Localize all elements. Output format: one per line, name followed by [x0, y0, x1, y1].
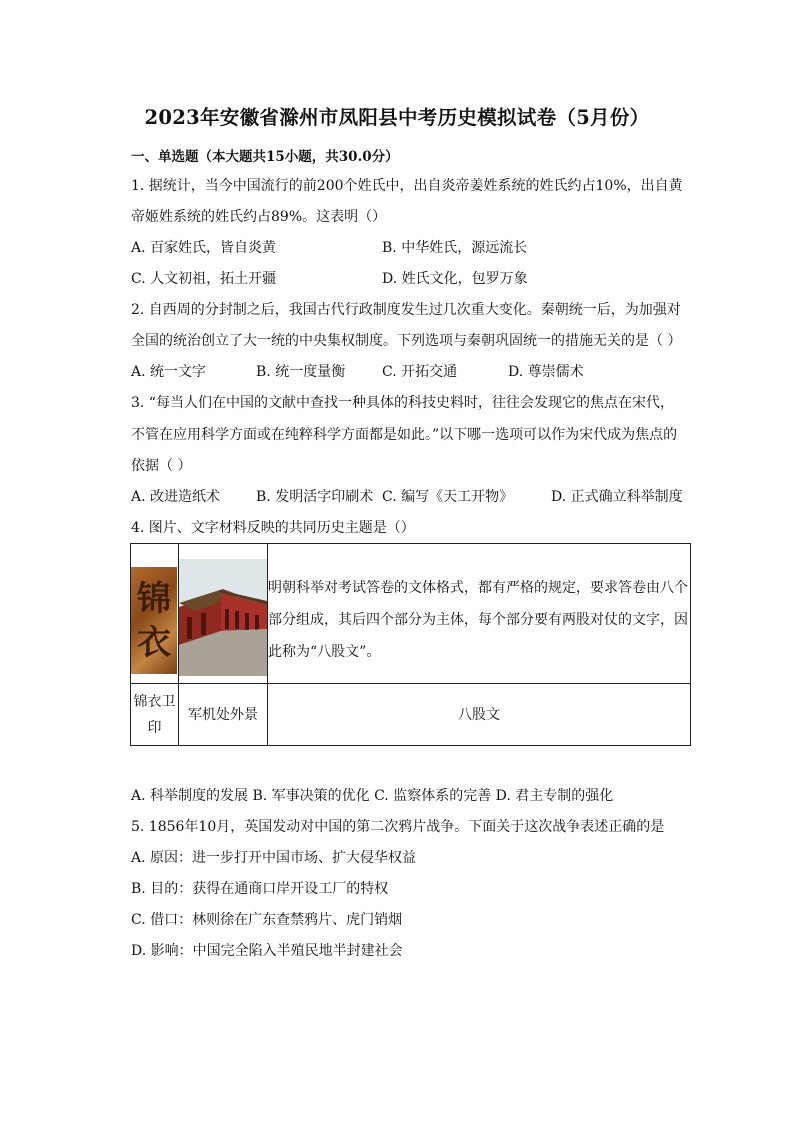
q5-option-c: C. 借口：林则徐在广东查禁鸦片、虎门销烟: [131, 912, 403, 928]
q4-material-table: [130, 543, 691, 746]
junjichu-photo-cell: [179, 544, 268, 684]
q4-stem: 4. 图片、文字材料反映的共同历史主题是（）: [131, 520, 415, 536]
q3-option-a: A. 改进造纸术: [131, 489, 221, 505]
label-jinyiwei-seal: 锦衣卫印: [131, 684, 179, 746]
label-junjichu: 军机处外景: [179, 684, 268, 746]
q2-option-d: D. 尊崇儒术: [508, 364, 584, 380]
q1-stem-line2: 帝姬姓系统的姓氏约占89%。这表明（）: [131, 209, 387, 225]
bagu-text-cell: [268, 544, 691, 684]
q1-option-c: C. 人文初祖，拓土开疆: [131, 271, 277, 287]
q4-options: A. 科举制度的发展 B. 军事决策的优化 C. 监察体系的完善 D. 君主专制的强化: [131, 788, 614, 804]
q1-option-a: A. 百家姓氏，皆自炎黄: [131, 240, 277, 256]
section-heading: 一、单选题（本大题共15小题，共30.0分）: [131, 149, 399, 165]
q5-stem: 5. 1856年10月，英国发动对中国的第二次鸦片战争。下面关于这次战争表述正确的是: [131, 819, 665, 835]
jinyiwei-seal-image: [131, 567, 177, 674]
q5-option-d: D. 影响：中国完全陷入半殖民地半封建社会: [131, 943, 403, 959]
q2-stem-line1: 2. 自西周的分封制之后，我国古代行政制度发生过几次重大变化。秦朝统一后，为加强对: [131, 302, 681, 318]
label-bagu: 八股文: [268, 684, 691, 746]
q3-stem-line2: 不管在应用科学方面或在纯粹科学方面都是如此。”以下哪一选项可以作为宋代成为焦点的: [131, 427, 678, 443]
bagu-paragraph: 明朝科举对考试答卷的文体格式，都有严格的规定，要求答卷由八个部分组成，其后四个部分为主体，每个部分要有两股对仗的文字，因此称为“八股文”。: [268, 579, 688, 660]
q3-option-c: C. 编写《天工开物》: [382, 489, 514, 505]
q2-stem-line2: 全国的统治创立了大一统的中央集权制度。下列选项与秦朝巩固统一的措施无关的是（ ）: [131, 333, 682, 349]
q5-option-b: B. 目的：获得在通商口岸开设工厂的特权: [131, 881, 389, 897]
q1-option-d: D. 姓氏文化，包罗万象: [382, 271, 528, 287]
q2-option-b: B. 统一度量衡: [256, 364, 346, 380]
q2-option-c: C. 开拓交通: [382, 364, 458, 380]
q3-stem-line1: 3. “每当人们在中国的文献中查找一种具体的科技史料时，往往会发现它的焦点在宋代，: [131, 395, 674, 411]
q1-option-b: B. 中华姓氏，源远流长: [382, 240, 528, 256]
seal-image-cell: [131, 544, 179, 684]
seal-glyph: 锦衣: [137, 579, 171, 663]
q1-stem-line1: 1. 据统计，当今中国流行的前200个姓氏中，出自炎帝姜姓系统的姓氏约占10%，出自黄: [131, 178, 683, 194]
q3-option-d: D. 正式确立科举制度: [551, 489, 683, 505]
q3-option-b: B. 发明活字印刷术: [256, 489, 374, 505]
q5-option-a: A. 原因：进一步打开中国市场、扩大侵华权益: [131, 850, 417, 866]
junjichu-photo: [179, 559, 267, 676]
q3-stem-line3: 依据（ ）: [131, 458, 192, 474]
q2-option-a: A. 统一文字: [131, 364, 207, 380]
exam-title: 2023年安徽省滁州市凤阳县中考历史模拟试卷（5月份）: [144, 106, 650, 129]
